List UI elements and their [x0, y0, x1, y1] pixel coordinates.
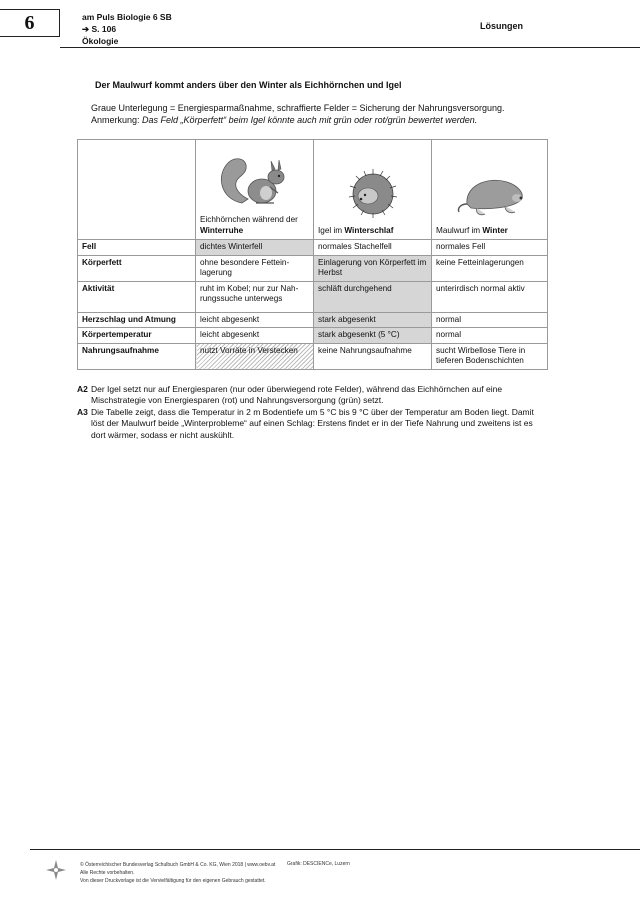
footer-copyright — [80, 861, 275, 885]
footer-line: Alle Rechte vorbehalten. — [80, 870, 135, 876]
table-cell: normales Fell — [432, 240, 548, 256]
table-cell: keine Nahrungsaufnahme — [314, 343, 432, 369]
table-cell: normales Stachelfell — [314, 240, 432, 256]
table-row — [78, 240, 548, 256]
topic: Ökologie — [82, 36, 119, 46]
book-title: am Puls Biologie 6 SB — [82, 12, 172, 22]
table-cell: sucht Wirbellose Tiere in tieferen Bodenschichten — [432, 343, 548, 369]
table-cell: unterirdisch normal aktiv — [432, 281, 548, 312]
hedgehog-illustration — [330, 164, 416, 220]
column-squirrel — [196, 140, 314, 240]
table-cell: nutzt Vorräte in Verstecken — [196, 343, 314, 369]
column-mole — [432, 140, 548, 240]
answer-a3 — [77, 407, 547, 441]
page-title: Der Maulwurf kommt anders über den Winter als Eichhörnchen und Igel — [95, 80, 402, 90]
column-hedgehog-bold: Winterschlaf — [344, 225, 394, 235]
footer-rule — [30, 849, 640, 850]
answer-text: Die Tabelle zeigt, dass die Temperatur in 2 m Bodentiefe um 5 °C bis 9 °C über der Temperatur am Boden liegt. Damit löst der Maulwurf beide „Winterprobleme“ auf einen Schlag: Erstens findet er in der Tiefe Nahrung und zweitens ist es dort wärmer, sodass er nicht auskühlt. — [91, 407, 534, 440]
table-row — [78, 343, 548, 369]
publisher-logo — [44, 858, 68, 882]
footer-line: © Österreichischer Bundesverlag Schulbuch GmbH & Co. KG, Wien 2018 | www.oebv.at — [80, 862, 276, 868]
table-row — [78, 328, 548, 344]
row-label: Nahrungsaufnahme — [78, 343, 196, 369]
column-mole-bold: Winter — [482, 225, 508, 235]
footer-credit: Grafik: DESCIENCe, Luzern — [287, 861, 350, 867]
table-cell: normal — [432, 312, 548, 328]
row-label: Körpertemperatur — [78, 328, 196, 344]
answer-label: A2 — [77, 384, 88, 394]
empty-corner-cell — [78, 140, 196, 240]
column-hedgehog — [314, 140, 432, 240]
table-cell: Einlagerung von Körperfett im Herbst — [314, 255, 432, 281]
legend-note-label: Anmerkung: — [91, 114, 140, 125]
section-label: Lösungen — [480, 21, 523, 31]
table-cell: stark abgesenkt — [314, 312, 432, 328]
table-cell: schläft durchgehend — [314, 281, 432, 312]
table-cell: leicht abgesenkt — [196, 312, 314, 328]
column-squirrel-pre: Eichhörnchen während der — [200, 215, 298, 224]
page-reference: ➔ S. 106 — [82, 24, 117, 34]
row-label: Herzschlag und Atmung — [78, 312, 196, 328]
legend-line: Graue Unterlegung = Energiesparmaßnahme, schraffierte Felder = Sicherung der Nahrungsversorgung. — [91, 103, 505, 113]
table-cell: stark abgesenkt (5 °C) — [314, 328, 432, 344]
table-cell: ohne besondere Fettein-lagerung — [196, 255, 314, 281]
table-row — [78, 312, 548, 328]
legend-note: Das Feld „Körperfett“ beim Igel könnte auch mit grün oder rot/grün bewertet werden. — [142, 114, 478, 125]
table-cell: dichtes Winterfell — [196, 240, 314, 256]
table-cell: ruht im Kobel; nur zur Nah-rungssuche unterwegs — [196, 281, 314, 312]
table-cell: leicht abgesenkt — [196, 328, 314, 344]
table-cell: keine Fetteinlagerungen — [432, 255, 548, 281]
table-cell: normal — [432, 328, 548, 344]
answer-text: Der Igel setzt nur auf Energiesparen (nur oder überwiegend rote Felder), während das Eichhörnchen auf eine Mischstrategie von Energiesparen (rot) und Nahrungsversorgung (grün) setzt. — [91, 384, 503, 406]
mole-illustration — [447, 164, 533, 220]
legend — [91, 103, 505, 126]
table-row — [78, 255, 548, 281]
page-number: 6 — [0, 9, 60, 37]
header-rule — [60, 47, 640, 48]
row-label: Körperfett — [78, 255, 196, 281]
row-label: Aktivität — [78, 281, 196, 312]
table-row — [78, 281, 548, 312]
answer-label: A3 — [77, 407, 88, 417]
answer-a2 — [77, 384, 547, 407]
column-mole-pre: Maulwurf im — [436, 225, 483, 235]
column-squirrel-bold: Winterruhe — [200, 225, 244, 235]
header-info — [82, 11, 172, 47]
comparison-table — [77, 139, 548, 370]
footer-line: Von dieser Druckvorlage ist die Vervielfältigung für den eigenen Gebrauch gestattet. — [80, 878, 266, 884]
table-header-row — [78, 140, 548, 240]
column-hedgehog-pre: Igel im — [318, 225, 345, 235]
squirrel-illustration — [212, 153, 298, 209]
row-label: Fell — [78, 240, 196, 256]
